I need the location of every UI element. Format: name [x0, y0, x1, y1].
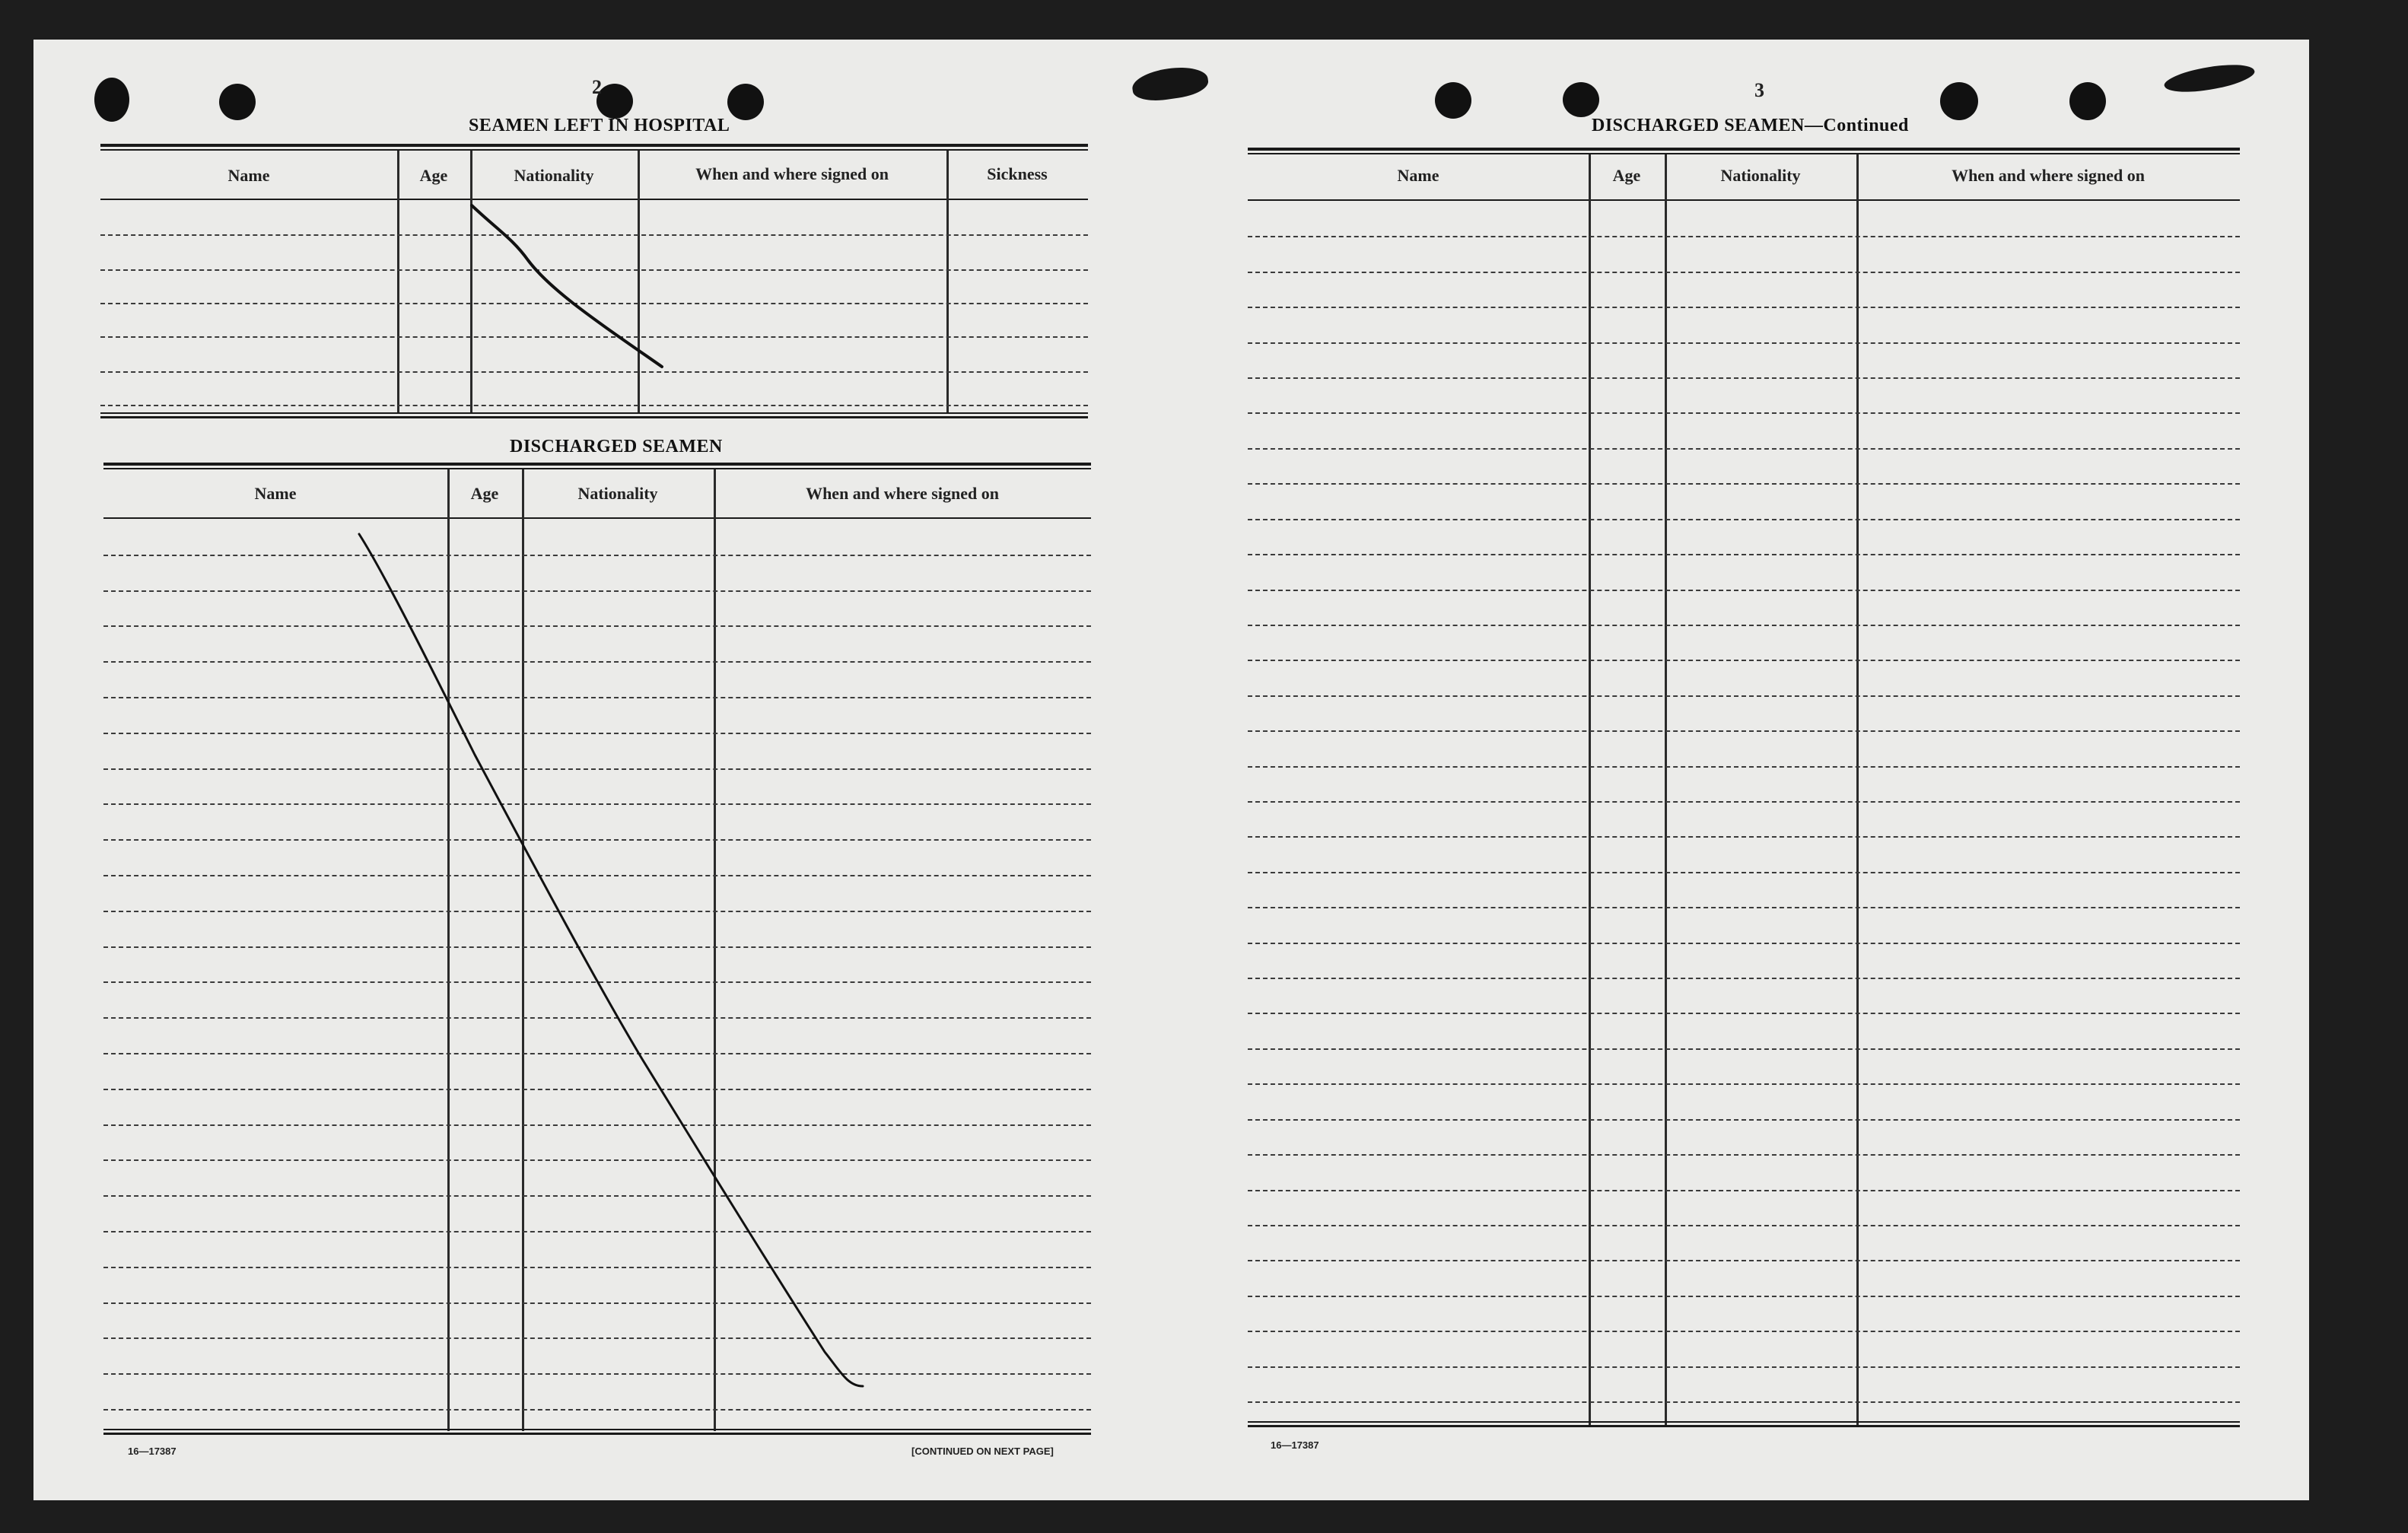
discharged-section-title: DISCHARGED SEAMEN — [510, 437, 723, 456]
form-number-left: 16—17387 — [128, 1446, 177, 1457]
continued-note: [CONTINUED ON NEXT PAGE] — [911, 1446, 1054, 1457]
hospital-strike-line — [472, 205, 662, 367]
col-age: Age — [470, 484, 499, 503]
page-number-right: 3 — [1754, 79, 1764, 101]
col-age: Age — [1612, 166, 1641, 185]
col-when-where: When and where signed on — [1952, 166, 2145, 185]
hospital-section-title: SEAMEN LEFT IN HOSPITAL — [469, 116, 730, 135]
col-sickness: Sickness — [987, 164, 1048, 183]
page-number-left: 2 — [592, 76, 602, 98]
col-nationality: Nationality — [514, 166, 594, 185]
col-nationality: Nationality — [577, 484, 658, 503]
form-number-right: 16—17387 — [1271, 1439, 1319, 1451]
discharged-strike-line — [359, 534, 863, 1386]
col-when-where: When and where signed on — [806, 484, 999, 503]
col-name: Name — [1397, 166, 1439, 185]
col-name: Name — [254, 484, 297, 503]
scanned-document — [33, 40, 2309, 1500]
discharged-continued-title: DISCHARGED SEAMEN—Continued — [1592, 116, 1909, 135]
handwritten-strike-marks — [33, 40, 2309, 1500]
col-nationality: Nationality — [1720, 166, 1801, 185]
col-age: Age — [419, 166, 448, 185]
col-when-where: When and where signed on — [695, 164, 889, 183]
col-name: Name — [227, 166, 270, 185]
